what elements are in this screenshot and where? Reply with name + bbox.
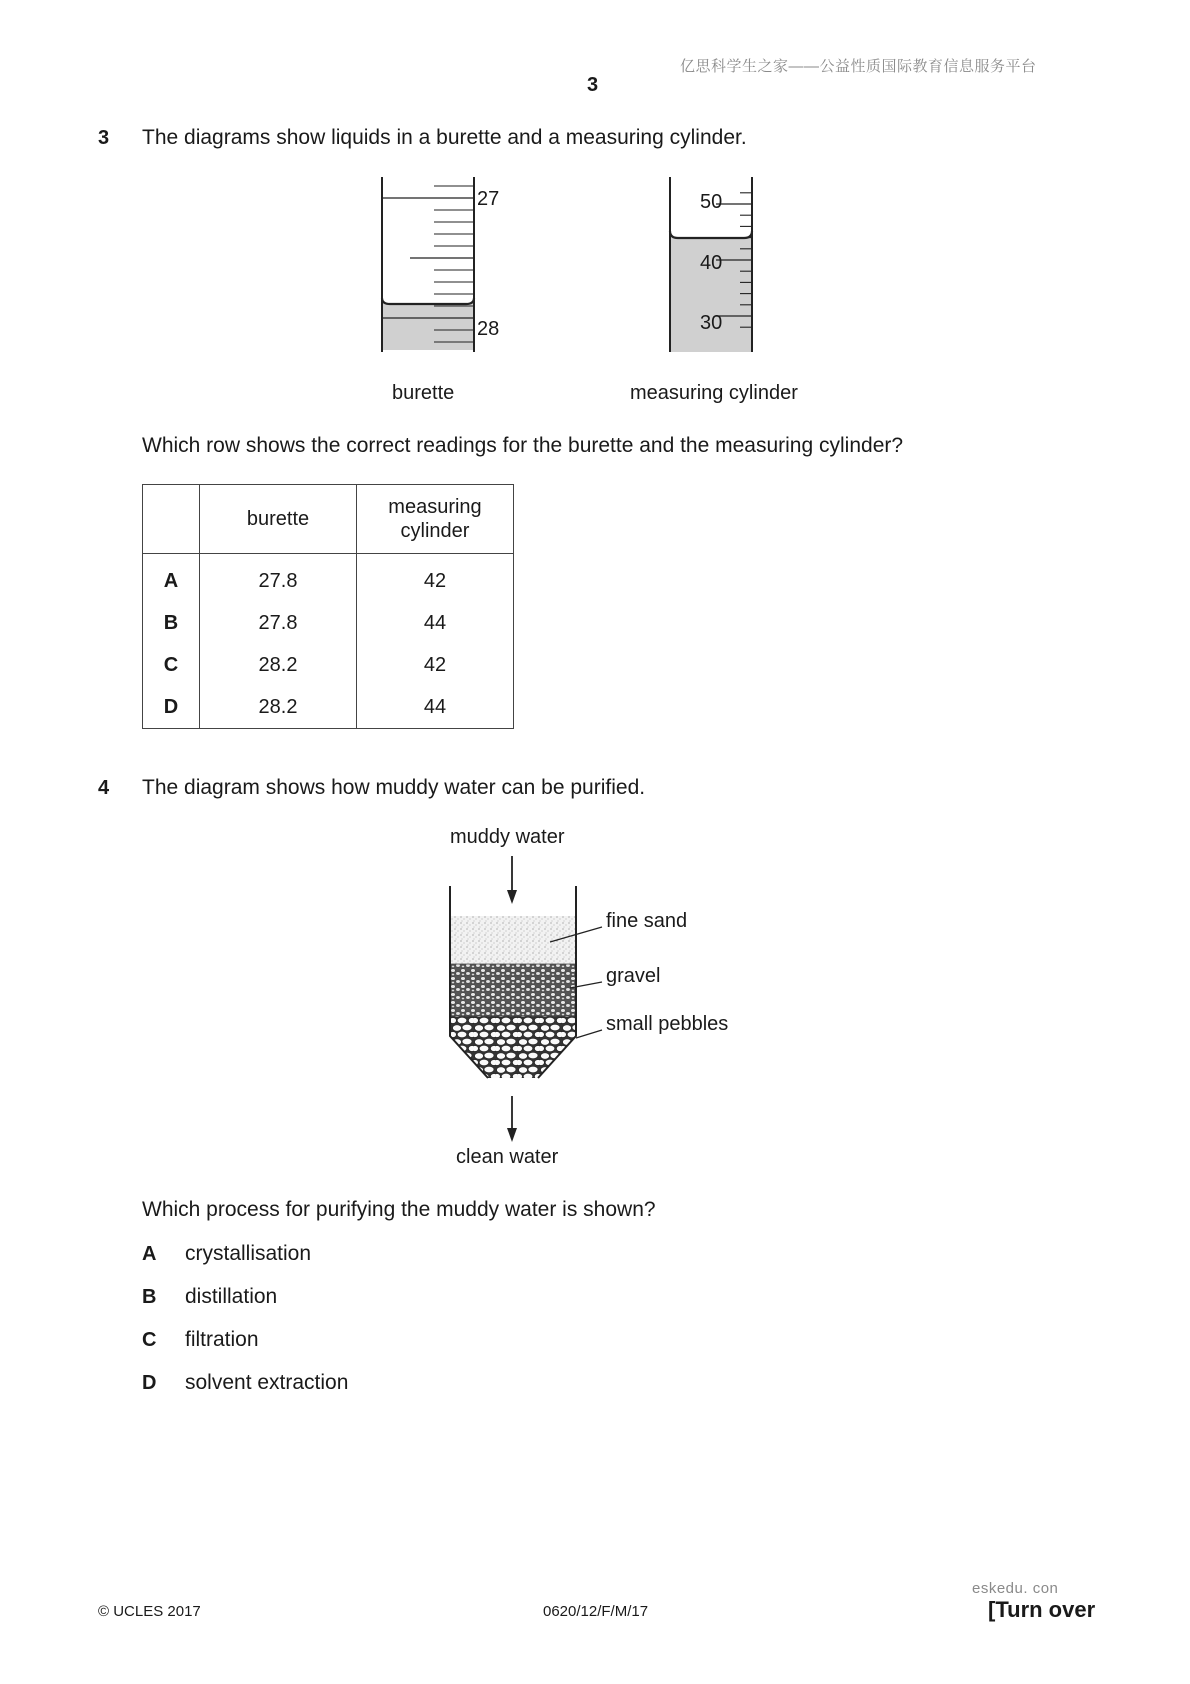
row-cylinder: 42: [357, 554, 514, 603]
row-burette: 27.8: [200, 602, 357, 644]
cylinder-tick-40: 40: [700, 252, 723, 274]
gravel-layer: [450, 964, 576, 1016]
small-pebbles-label: small pebbles: [606, 1013, 729, 1035]
option-d-text: solvent extraction: [185, 1371, 349, 1394]
clean-water-label: clean water: [456, 1146, 559, 1168]
turn-over-label: [Turn over: [988, 1597, 1096, 1622]
table-header-row: [143, 485, 514, 554]
row-letter: D: [143, 686, 200, 729]
pebbles-leader: [576, 1030, 602, 1038]
clean-water-arrow-icon: [506, 1096, 518, 1146]
option-b-text: distillation: [185, 1285, 278, 1308]
option-a-letter: A: [142, 1243, 157, 1265]
question-4-number: 4: [98, 777, 110, 799]
cylinder-tick-30: 30: [700, 312, 723, 334]
row-letter: B: [143, 602, 200, 644]
option-c-text: filtration: [185, 1328, 259, 1351]
page-number: 3: [587, 74, 599, 96]
row-burette: 27.8: [200, 554, 357, 603]
question-3-answer-table: [142, 484, 514, 729]
row-cylinder: 44: [357, 602, 514, 644]
row-burette: 28.2: [200, 686, 357, 729]
muddy-water-arrow-icon: [507, 856, 517, 904]
row-letter: A: [143, 554, 200, 603]
question-4-prompt: Which process for purifying the muddy water is shown?: [142, 1198, 656, 1221]
filter-diagram: [430, 856, 760, 1096]
footer-site-watermark: eskedu. con: [972, 1580, 1059, 1597]
measuring-cylinder-label: measuring cylinder: [630, 382, 798, 404]
option-d-letter: D: [142, 1372, 157, 1394]
row-cylinder: 42: [357, 644, 514, 686]
row-letter: C: [143, 644, 200, 686]
burette-label: burette: [392, 382, 455, 404]
table-header-letter: [143, 485, 200, 554]
question-3-number: 3: [98, 127, 110, 149]
small-pebbles-layer: [450, 1016, 576, 1078]
row-cylinder: 44: [357, 686, 514, 729]
table-row: [143, 554, 514, 603]
table-header-burette: burette: [200, 485, 357, 554]
table-row: [143, 644, 514, 686]
gravel-label: gravel: [606, 965, 661, 987]
muddy-water-label: muddy water: [450, 826, 565, 848]
footer-paper-code: 0620/12/F/M/17: [543, 1603, 649, 1620]
question-4-text: The diagram shows how muddy water can be purified.: [142, 776, 646, 799]
burette-scale: [382, 186, 474, 342]
option-b-letter: B: [142, 1286, 157, 1308]
question-3-text: The diagrams show liquids in a burette and a measuring cylinder.: [142, 126, 747, 149]
row-burette: 28.2: [200, 644, 357, 686]
header-watermark: 亿思科学生之家——公益性质国际教育信息服务平台: [680, 58, 1037, 75]
table-header-cylinder-line2: cylinder: [400, 520, 470, 542]
table-header-cylinder: [357, 485, 514, 554]
table-row: [143, 602, 514, 644]
footer-copyright: © UCLES 2017: [98, 1603, 201, 1620]
table-row: [143, 686, 514, 729]
fine-sand-label: fine sand: [606, 910, 688, 932]
burette-tick-27: 27: [477, 188, 500, 210]
cylinder-tick-50: 50: [700, 191, 723, 213]
table-header-cylinder-line1: measuring: [388, 496, 482, 518]
option-c-letter: C: [142, 1329, 157, 1351]
burette-tick-28: 28: [477, 318, 500, 340]
question-3-prompt: Which row shows the correct readings for the burette and the measuring cylinder?: [142, 434, 904, 457]
option-a-text: crystallisation: [185, 1242, 312, 1265]
